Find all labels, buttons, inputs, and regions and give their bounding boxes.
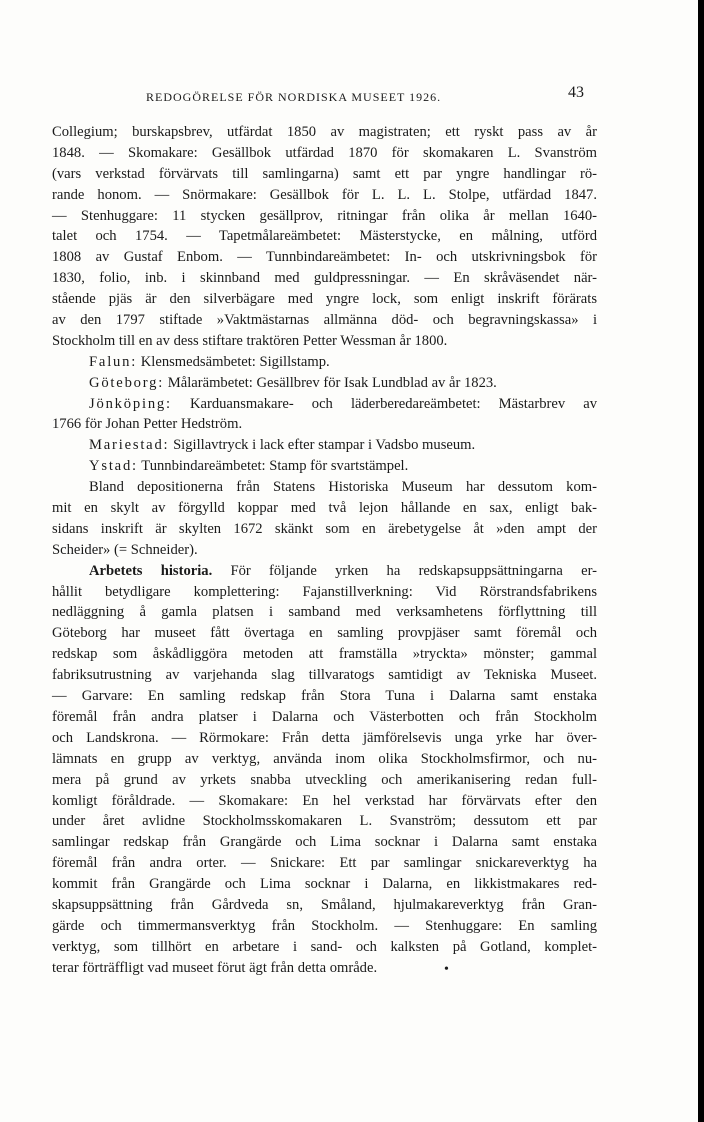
text-line: komligt föråldrade. — Skomakare: En hel verkstad har förvärvats efter den [52,792,597,809]
text-line: nedläggning å gamla platsen i samband med verksamhetens förflyttning till [52,604,597,621]
text-line: Collegium; burskapsbrev, utfärdat 1850 av magistraten; ett ryskt pass av år [52,124,597,140]
text-line: Scheider» (= Schneider). [52,541,198,558]
section-heading: Arbetets historia. [89,562,213,579]
paragraph-text: Sigillavtryck i lack efter stampar i Vadsbo museum. [169,437,476,454]
body-text [52,122,597,979]
city-name: Mariestad: [89,437,170,454]
text-line: sidans inskrift är skylten 1672 skänkt som en ärebetygelse åt »den ampt der [52,520,597,537]
paragraph-text: Karduansmakare- och läderberedareämbetet: Mästarbrev av [171,395,597,412]
city-name: Falun: [89,353,138,370]
paragraph-arbetets-historia [52,561,597,582]
text-line: terar förträffligt vad museet förut ägt från detta område. [52,959,378,976]
text-line: gärde och timmermansverktyg från Stockholm. — Stenhuggare: En samling [52,917,597,934]
text-line: föremål från andra orter. — Snickare: Ett par samlingar snickareverktyg ha [52,855,597,872]
paragraph-jonkoping [52,394,597,415]
city-name: Ystad: [89,458,138,475]
text-line: 1848. — Skomakare: Gesällbok utfärdad 1870 för skomakaren L. Svanström [52,144,597,161]
text-line: under året avlidne Stockholmsskomakaren L. Svanström; dessutom ett par [52,813,597,830]
text-line: kommit från Grangärde och Lima socknar i Dalarna, en likkistmakares red- [52,876,597,893]
page-number: 43 [568,84,584,101]
paragraph-text: Målarämbetet: Gesällbrev för Isak Lundblad av år 1823. [164,374,497,391]
text-line: av den 1797 stiftade »Vaktmästarnas allmänna död- och begravningskassa» i [52,312,597,329]
text-line: Stockholm till en av dess stiftare traktören Petter Wessman år 1800. [52,332,448,349]
paragraph-text: För följande yrken ha redskapsuppsättningarna er- [212,562,597,579]
paragraph-text: Tunnbindareämbetet: Stamp för svartstämpel. [137,458,409,475]
text-line: samlingar redskap från Grangärde och Lima socknar i Dalarna samt enstaka [52,834,597,851]
text-line: rande honom. — Snörmakare: Gesällbok för L. L. L. Stolpe, utfärdad 1847. [52,186,597,203]
text-line: lämnats en grupp av verktyg, använda inom olika Stockholmsfirmor, och nu- [52,750,597,767]
text-line: 1808 av Gustaf Enbom. — Tunnbindareämbetet: In- och utskrivningsbok för [52,249,597,266]
city-name: Jönköping: [89,395,172,412]
paragraph-falun [52,352,597,373]
text-line: Göteborg har museet fått övertaga en samling provpjäser samt föremål och [52,625,597,642]
text-line: — Stenhuggare: 11 stycken gesällprov, ritningar från olika år mellan 1640- [52,207,597,224]
text-line: 1830, folio, inb. i skinnband med guldpressningar. — En skråväsendet när- [52,270,597,287]
text-line: verktyg, som tillhört en arbetare i sand- och kalksten på Gotland, komplet- [52,938,597,955]
text-line: Bland depositionerna från Statens Historiska Museum har dessutom kom- [89,479,597,496]
text-line: 1766 för Johan Petter Hedström. [52,416,243,433]
text-line: — Garvare: En samling redskap från Stora Tuna i Dalarna samt enstaka [52,688,597,705]
paragraph-mariestad [52,435,597,456]
text-line: stående pjäs är den silverbägare med yngre lock, som enligt inskrift förärats [52,291,597,308]
running-header: REDOGÖRELSE FÖR NORDISKA MUSEET 1926. [146,90,442,104]
paragraph-text: Klensmedsämbetet: Sigillstamp. [137,353,330,370]
text-line: skapsuppsättning från Gårdveda sn, Småland, hjulmakareverktyg från Gran- [52,896,597,913]
text-line: talet och 1754. — Tapetmålareämbetet: Mästerstycke, en målning, utförd [52,228,597,245]
footer-mark: • [444,962,449,977]
text-line: mera på grund av yrkets snabba utveckling och amerikanisering redan full- [52,771,597,788]
text-line: mit en skylt av förgylld koppar med två lejon hållande en sax, enligt bak- [52,500,597,517]
text-line: redskap som åskådliggöra metoden att framställa »tryckta» mönster; gammal [52,646,597,663]
city-name: Göteborg: [89,374,165,391]
paragraph-ystad [52,456,597,477]
text-line: hållit betydligare komplettering: Fajanstillverkning: Vid Rörstrandsfabrikens [52,583,597,600]
paragraph-goteborg [52,373,597,394]
text-line: och Landskrona. — Rörmokare: Från detta jämförelsevis unga yrke har över- [52,729,597,746]
text-line: fabriksutrustning av varjehanda slag tillvaratogs samtidigt av Tekniska Museet. [52,667,597,684]
text-line: föremål från andra platser i Dalarna och Västerbotten och från Stockholm [52,708,597,725]
scan-edge [698,0,704,1122]
text-line: (vars verkstad förvärvats till samlingarna) samt ett par yngre handlingar rö- [52,165,597,182]
